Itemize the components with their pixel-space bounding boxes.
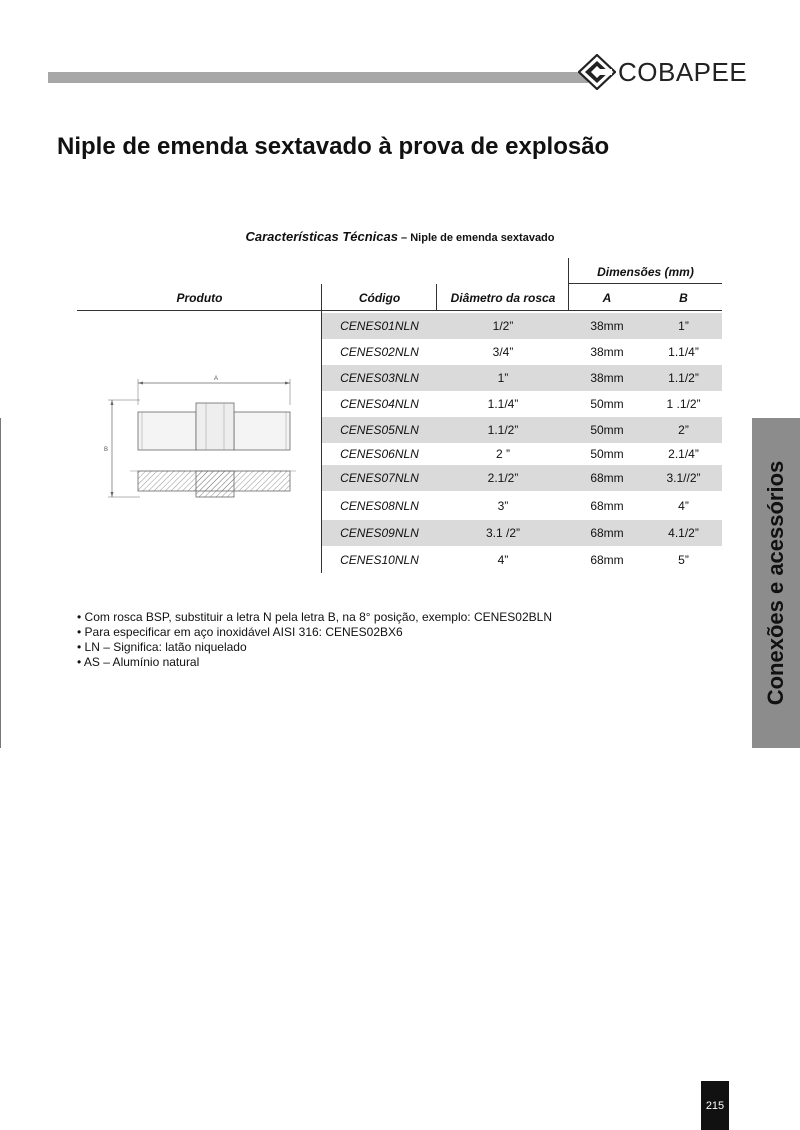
table-row xyxy=(322,417,722,443)
product-technical-drawing xyxy=(100,375,300,505)
table-caption-sub: Niple de emenda sextavado xyxy=(410,232,555,244)
cell-dim-a: 50mm xyxy=(590,423,624,437)
table-row xyxy=(322,443,722,465)
cell-codigo: CENES04NLN xyxy=(340,397,419,411)
table-row xyxy=(322,547,722,573)
page-number: 215 xyxy=(701,1081,729,1130)
cell-dim-b: 1.1/2” xyxy=(668,371,699,385)
table-row xyxy=(322,520,722,546)
page-title: Niple de emenda sextavado à prova de explosão xyxy=(57,133,610,160)
table-caption xyxy=(0,229,800,244)
cell-dim-b: 1” xyxy=(678,319,689,333)
table-row xyxy=(322,493,722,519)
cell-dim-b: 4” xyxy=(678,499,689,513)
header-a: A xyxy=(602,291,612,305)
cell-dim-b: 5” xyxy=(678,553,689,567)
cell-codigo: CENES02NLN xyxy=(340,345,419,359)
cell-diametro: 4” xyxy=(497,553,509,567)
table-rule-header xyxy=(77,310,722,311)
cell-diametro: 2 ” xyxy=(495,447,510,461)
notes-list xyxy=(77,610,552,670)
cell-dim-a: 38mm xyxy=(590,371,624,385)
drawing-label-a: A xyxy=(214,376,219,382)
note-item: • AS – Alumínio natural xyxy=(77,655,200,669)
note-item: • Com rosca BSP, substituir a letra N pela letra B, na 8° posição, exemplo: CENES02BLN xyxy=(77,610,553,624)
header-diametro: Diâmetro da rosca xyxy=(450,291,556,305)
table-caption-main: Características Técnicas xyxy=(245,229,398,244)
cell-dim-a: 68mm xyxy=(590,526,624,540)
cell-dim-b: 3.1//2” xyxy=(666,471,701,485)
brand-logo xyxy=(578,54,748,90)
left-margin-rule xyxy=(0,418,1,748)
cell-dim-a: 68mm xyxy=(590,471,624,485)
cell-codigo: CENES06NLN xyxy=(340,447,419,461)
cell-dim-b: 4.1/2” xyxy=(668,526,699,540)
cell-diametro: 2.1/2” xyxy=(487,471,519,485)
table-row xyxy=(322,391,722,417)
cell-codigo: CENES01NLN xyxy=(340,319,419,333)
table-caption-separator: – xyxy=(397,232,411,244)
cell-dim-a: 68mm xyxy=(590,499,624,513)
header-bar xyxy=(48,72,588,83)
header-codigo: Código xyxy=(358,291,401,305)
cell-diametro: 1.1/2” xyxy=(487,423,519,437)
header-dimensions: Dimensões (mm) xyxy=(597,265,694,279)
brand-name: COBAPEE xyxy=(618,57,748,87)
note-item: • LN – Significa: latão niquelado xyxy=(77,640,247,654)
cell-codigo: CENES05NLN xyxy=(340,423,419,437)
cell-dim-a: 68mm xyxy=(590,553,624,567)
cell-dim-a: 50mm xyxy=(590,447,624,461)
header-b: B xyxy=(679,291,688,305)
cell-diametro: 1” xyxy=(497,371,509,385)
cell-codigo: CENES10NLN xyxy=(340,553,419,567)
cell-diametro: 3” xyxy=(497,499,509,513)
cell-codigo: CENES08NLN xyxy=(340,499,419,513)
drawing-label-b: B xyxy=(104,447,109,453)
hex-nipple-drawing xyxy=(100,375,300,505)
cell-dim-a: 50mm xyxy=(590,397,624,411)
cell-codigo: CENES07NLN xyxy=(340,471,419,485)
cell-dim-a: 38mm xyxy=(590,319,624,333)
cell-dim-b: 1 .1/2” xyxy=(666,397,701,411)
header-produto: Produto xyxy=(176,291,223,305)
cobapee-diamond-logo-icon xyxy=(578,54,616,90)
section-side-tab-label: Conexões e acessórios xyxy=(763,460,788,706)
cell-dim-b: 1.1/4” xyxy=(668,345,699,359)
table-row xyxy=(322,365,722,391)
table-row xyxy=(322,313,722,339)
table-rule-group xyxy=(569,283,722,284)
cell-dim-b: 2” xyxy=(678,423,689,437)
cell-diametro: 3/4” xyxy=(492,345,514,359)
table-row xyxy=(322,465,722,491)
cell-diametro: 3.1 /2” xyxy=(485,526,521,540)
cell-codigo: CENES03NLN xyxy=(340,371,419,385)
cell-dim-a: 38mm xyxy=(590,345,624,359)
cell-dim-b: 2.1/4” xyxy=(668,447,699,461)
cell-diametro: 1/2” xyxy=(492,319,514,333)
cell-diametro: 1.1/4” xyxy=(487,397,519,411)
table-row xyxy=(322,339,722,365)
cell-codigo: CENES09NLN xyxy=(340,526,419,540)
note-item: • Para especificar em aço inoxidável AISI 316: CENES02BX6 xyxy=(77,625,403,639)
